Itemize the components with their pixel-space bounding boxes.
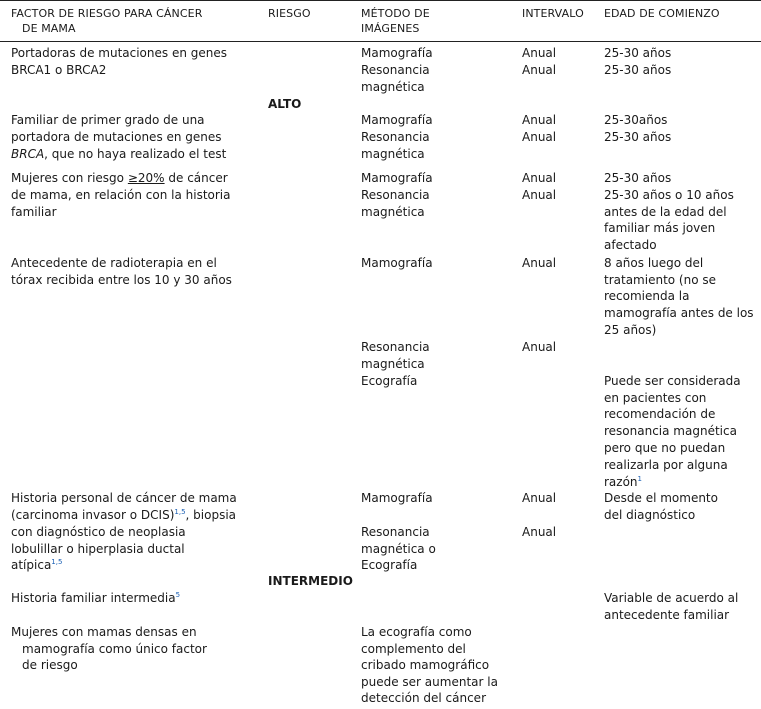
- row3-intervalo: Anual: [522, 188, 557, 202]
- header-metodo-line1: MÉTODO DE: [361, 7, 430, 20]
- reference-link[interactable]: 5: [175, 591, 181, 599]
- row4-edad-eco: recomendación de: [604, 407, 716, 421]
- row6-edad: Variable de acuerdo al: [604, 591, 739, 605]
- row4-metodo: Resonancia: [361, 340, 430, 354]
- header-riesgo: RIESGO: [268, 7, 311, 20]
- row5-factor: [11, 557, 62, 574]
- row2-factor-gene: BRCA: [11, 147, 45, 161]
- row5-metodo: Resonancia: [361, 525, 430, 539]
- row4-metodo: Mamografía: [361, 256, 433, 270]
- row2-intervalo: Anual: [522, 130, 557, 144]
- row7-metodo: complemento del: [361, 642, 466, 656]
- header-factor-line2: DE MAMA: [22, 22, 76, 35]
- row3-factor-threshold: ≥20%: [127, 171, 165, 185]
- row5-edad: Desde el momento: [604, 491, 718, 505]
- group-label-intermedio: INTERMEDIO: [268, 574, 353, 588]
- row1-metodo: Resonancia: [361, 63, 430, 77]
- row2-factor: portadora de mutaciones en genes: [11, 130, 222, 144]
- row1-factor: Portadoras de mutaciones en genes: [11, 46, 227, 60]
- row3-metodo: magnética: [361, 205, 425, 219]
- row2-intervalo: Anual: [522, 113, 557, 127]
- row4-edad-eco: Puede ser considerada: [604, 374, 741, 388]
- header-intervalo: INTERVALO: [522, 7, 584, 20]
- row4-metodo: Ecografía: [361, 374, 418, 388]
- row3-factor: familiar: [11, 205, 57, 219]
- row6-factor-text: Historia familiar intermedia: [11, 591, 176, 605]
- header-rule: [0, 41, 761, 42]
- row1-edad: 25-30 años: [604, 63, 672, 77]
- row3-edad: afectado: [604, 238, 657, 252]
- row1-edad: 25-30 años: [604, 46, 672, 60]
- row4-metodo: magnética: [361, 357, 425, 371]
- row5-intervalo: Anual: [522, 525, 557, 539]
- row2-edad: 25-30 años: [604, 130, 672, 144]
- row4-edad-eco: en pacientes con: [604, 391, 707, 405]
- row4-intervalo: Anual: [522, 256, 557, 270]
- row5-edad: del diagnóstico: [604, 508, 696, 522]
- row2-factor: Familiar de primer grado de una: [11, 113, 205, 127]
- row3-metodo: Resonancia: [361, 188, 430, 202]
- row2-metodo: Resonancia: [361, 130, 430, 144]
- group-label-alto: ALTO: [268, 97, 302, 111]
- row2-metodo: Mamografía: [361, 113, 433, 127]
- header-edad: EDAD DE COMIENZO: [604, 7, 720, 20]
- header-factor-line1: FACTOR DE RIESGO PARA CÁNCER: [11, 7, 203, 20]
- row5-factor: Historia personal de cáncer de mama: [11, 491, 237, 505]
- row1-factor: BRCA1 o BRCA2: [11, 63, 107, 77]
- row3-edad: antes de la edad del: [604, 205, 727, 219]
- row4-factor: tórax recibida entre los 10 y 30 años: [11, 273, 232, 287]
- row4-edad: 8 años luego del: [604, 256, 704, 270]
- row7-metodo: La ecografía como: [361, 625, 472, 639]
- row3-factor-part: Mujeres con riesgo: [11, 171, 128, 185]
- reference-link[interactable]: 1,5: [174, 508, 186, 516]
- row5-metodo: magnética o: [361, 542, 436, 556]
- row5-factor-part: (carcinoma invasor o DCIS): [11, 508, 175, 522]
- row5-factor-part: , biopsia: [185, 508, 237, 522]
- reference-link[interactable]: 1: [637, 475, 643, 483]
- row2-factor: [11, 146, 226, 163]
- row4-edad-eco: [604, 474, 642, 491]
- row3-edad: 25-30 años: [604, 171, 672, 185]
- row4-edad-eco: resonancia magnética: [604, 424, 737, 438]
- row7-metodo: detección del cáncer: [361, 691, 486, 705]
- row7-factor: mamografía como único factor: [22, 642, 207, 656]
- row2-edad: 25-30años: [604, 113, 668, 127]
- row3-factor-part: de cáncer: [164, 171, 228, 185]
- header-metodo-line2: IMÁGENES: [361, 22, 420, 35]
- row4-factor: Antecedente de radioterapia en el: [11, 256, 217, 270]
- row4-edad: recomienda la: [604, 289, 690, 303]
- row5-factor: [11, 507, 236, 524]
- row3-edad: 25-30 años o 10 años: [604, 188, 734, 202]
- row5-intervalo: Anual: [522, 491, 557, 505]
- row3-factor: [11, 170, 228, 187]
- row5-factor-part: atípica: [11, 558, 52, 572]
- row1-intervalo: Anual: [522, 63, 557, 77]
- row4-edad: 25 años): [604, 323, 657, 337]
- row3-factor: de mama, en relación con la historia: [11, 188, 231, 202]
- row4-edad-eco-last: razón: [604, 475, 638, 489]
- row4-edad: mamografía antes de los: [604, 306, 754, 320]
- row6-edad: antecedente familiar: [604, 608, 730, 622]
- row2-metodo: magnética: [361, 147, 425, 161]
- row7-factor: Mujeres con mamas densas en: [11, 625, 197, 639]
- table-top-rule: [0, 0, 761, 1]
- row5-factor: lobulillar o hiperplasia ductal: [11, 542, 185, 556]
- row7-factor: de riesgo: [22, 658, 78, 672]
- row4-edad-eco: pero que no puedan: [604, 441, 726, 455]
- row5-metodo: Ecografía: [361, 558, 418, 572]
- row4-intervalo: Anual: [522, 340, 557, 354]
- row5-factor: con diagnóstico de neoplasia: [11, 525, 186, 539]
- row1-metodo: magnética: [361, 80, 425, 94]
- row3-metodo: Mamografía: [361, 171, 433, 185]
- row2-factor-rest: , que no haya realizado el test: [44, 147, 227, 161]
- row4-edad-eco: realizarla por alguna: [604, 458, 728, 472]
- row3-edad: familiar más joven: [604, 221, 716, 235]
- row6-factor: [11, 590, 180, 607]
- reference-link[interactable]: 1,5: [51, 558, 63, 566]
- row1-metodo: Mamografía: [361, 46, 433, 60]
- row4-edad: tratamiento (no se: [604, 273, 717, 287]
- row1-intervalo: Anual: [522, 46, 557, 60]
- row3-intervalo: Anual: [522, 171, 557, 185]
- row7-metodo: puede ser aumentar la: [361, 675, 498, 689]
- row7-metodo: cribado mamográfico: [361, 658, 490, 672]
- row5-metodo: Mamografía: [361, 491, 433, 505]
